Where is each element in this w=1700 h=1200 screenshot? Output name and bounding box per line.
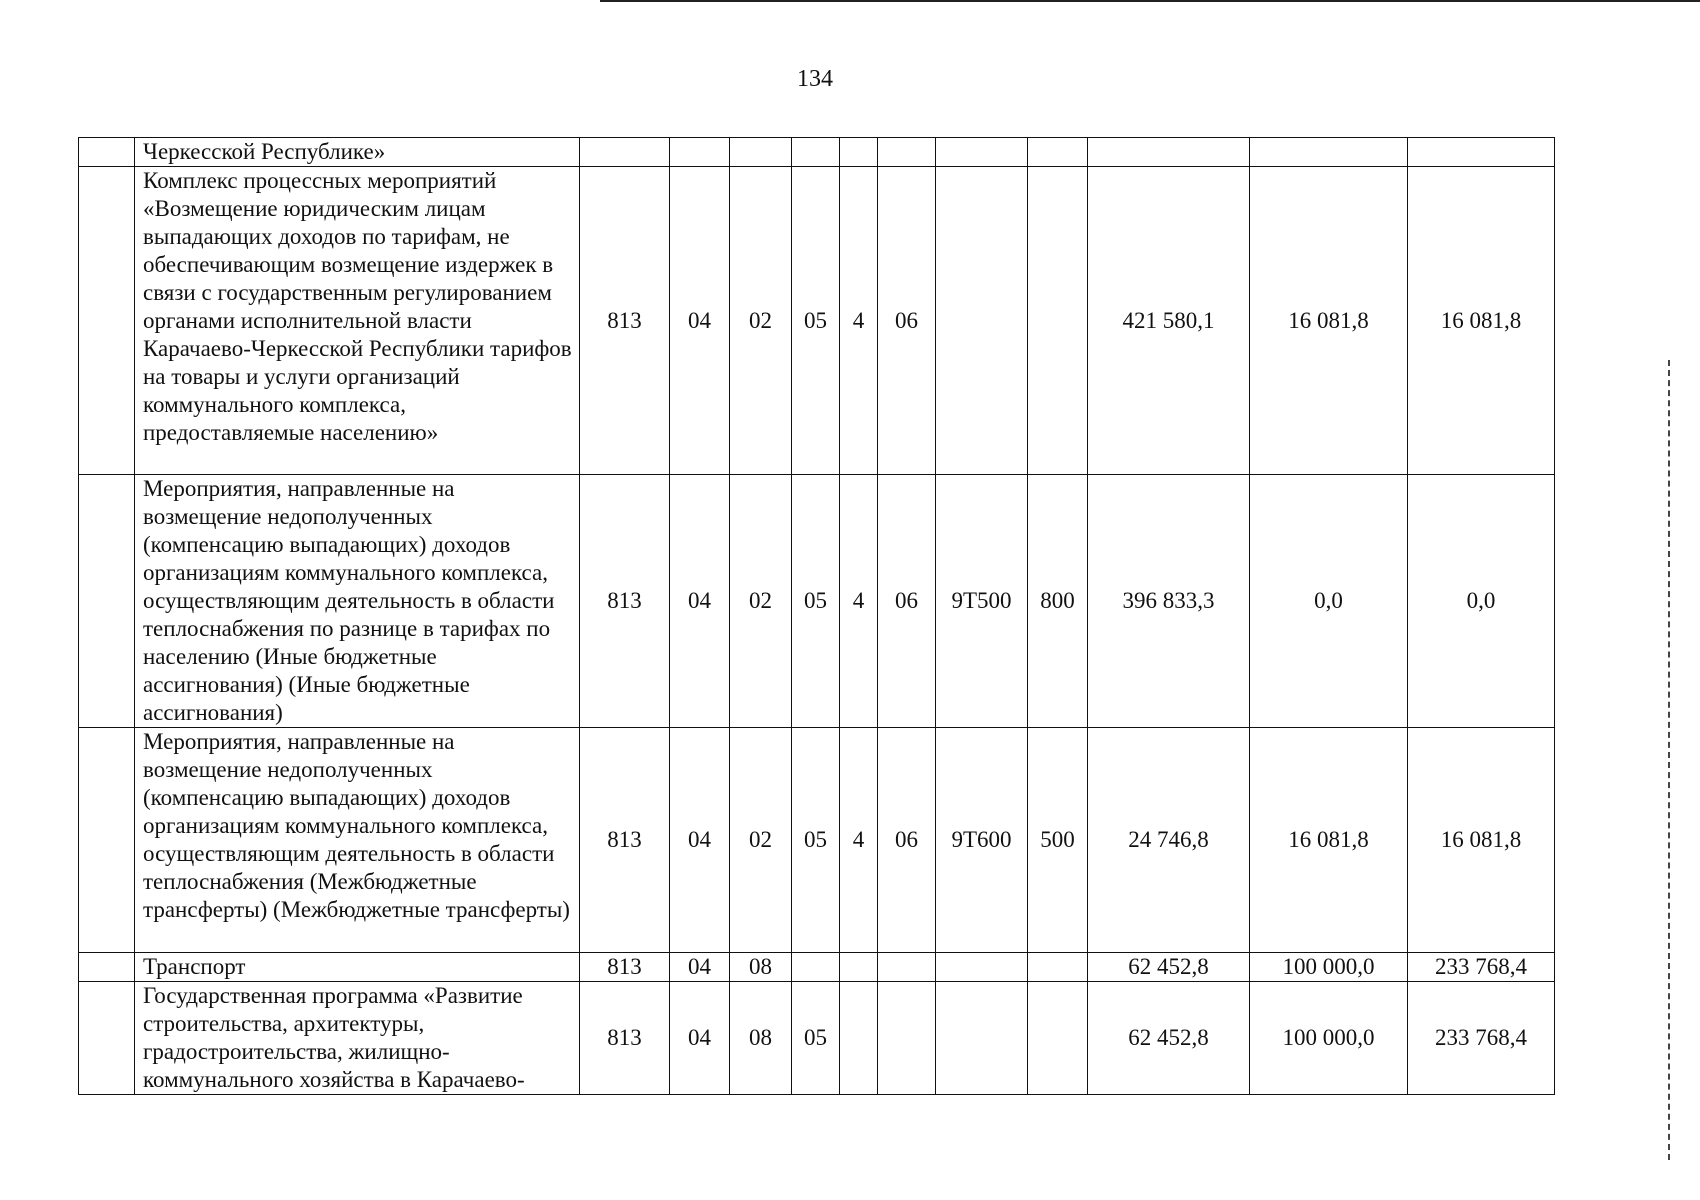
amount-year3-cell: 16 081,8 [1408, 167, 1555, 475]
program-code-cell: 05 [792, 167, 840, 475]
row-name-cell: Комплекс процессных мероприятий «Возмещение юридическим лицам выпадающих доходов по тарифам, не обеспечивающим возмещение издержек в связи с государственным регулированием органами исполнительной власти Карачаево-Черкесской Республики тарифов на товары и услуги организаций коммунального комплекса, предоставляемые населению» [135, 167, 580, 475]
section-code-cell: 04 [670, 982, 730, 1095]
scan-border-line [600, 0, 1700, 2]
ministry-code-cell: 813 [580, 475, 670, 728]
scan-margin-line [1668, 360, 1670, 1160]
table-row [79, 475, 1555, 728]
expense-type-cell: 800 [1028, 475, 1088, 728]
structure-code-cell: 06 [878, 167, 936, 475]
row-number-cell [79, 167, 135, 475]
program-type-cell [840, 953, 878, 982]
row-number-cell [79, 138, 135, 167]
amount-year2-cell [1250, 138, 1408, 167]
direction-code-cell: 9Т500 [936, 475, 1028, 728]
amount-year1-cell [1088, 138, 1250, 167]
direction-code-cell [936, 953, 1028, 982]
amount-year1-cell: 62 452,8 [1088, 982, 1250, 1095]
amount-year2-cell: 100 000,0 [1250, 982, 1408, 1095]
table-row [79, 982, 1555, 1095]
ministry-code-cell: 813 [580, 167, 670, 475]
program-type-cell [840, 138, 878, 167]
amount-year1-cell: 421 580,1 [1088, 167, 1250, 475]
expense-type-cell [1028, 167, 1088, 475]
budget-table [78, 137, 1555, 1095]
amount-year3-cell [1408, 138, 1555, 167]
subsection-code-cell: 08 [730, 953, 792, 982]
row-number-cell [79, 728, 135, 953]
ministry-code-cell: 813 [580, 953, 670, 982]
row-number-cell [79, 475, 135, 728]
amount-year3-cell: 233 768,4 [1408, 953, 1555, 982]
amount-year2-cell: 0,0 [1250, 475, 1408, 728]
program-type-cell [840, 982, 878, 1095]
direction-code-cell [936, 982, 1028, 1095]
amount-year3-cell: 233 768,4 [1408, 982, 1555, 1095]
amount-year2-cell: 100 000,0 [1250, 953, 1408, 982]
row-name-cell: Государственная программа «Развитие строительства, архитектуры, градостроительства, жилищно-коммунального хозяйства в Карачаево- [135, 982, 580, 1095]
amount-year3-cell: 16 081,8 [1408, 728, 1555, 953]
row-name-cell: Черкесской Республике» [135, 138, 580, 167]
ministry-code-cell: 813 [580, 728, 670, 953]
program-code-cell: 05 [792, 475, 840, 728]
amount-year2-cell: 16 081,8 [1250, 167, 1408, 475]
expense-type-cell [1028, 138, 1088, 167]
subsection-code-cell [730, 138, 792, 167]
section-code-cell: 04 [670, 475, 730, 728]
section-code-cell: 04 [670, 728, 730, 953]
row-name-cell: Мероприятия, направленные на возмещение недополученных (компенсацию выпадающих) доходов организациям коммунального комплекса, осуществляющим деятельность в области теплоснабжения по разнице в тарифах по населению (Иные бюджетные ассигнования) (Иные бюджетные ассигнования) [135, 475, 580, 728]
table-row [79, 138, 1555, 167]
program-type-cell: 4 [840, 475, 878, 728]
program-type-cell: 4 [840, 728, 878, 953]
ministry-code-cell [580, 138, 670, 167]
direction-code-cell: 9Т600 [936, 728, 1028, 953]
subsection-code-cell: 02 [730, 475, 792, 728]
subsection-code-cell: 02 [730, 167, 792, 475]
expense-type-cell: 500 [1028, 728, 1088, 953]
structure-code-cell [878, 953, 936, 982]
direction-code-cell [936, 167, 1028, 475]
amount-year1-cell: 396 833,3 [1088, 475, 1250, 728]
table-row [79, 167, 1555, 475]
row-number-cell [79, 982, 135, 1095]
structure-code-cell [878, 982, 936, 1095]
section-code-cell [670, 138, 730, 167]
program-code-cell [792, 138, 840, 167]
table-row [79, 953, 1555, 982]
program-code-cell: 05 [792, 728, 840, 953]
ministry-code-cell: 813 [580, 982, 670, 1095]
subsection-code-cell: 02 [730, 728, 792, 953]
page-number: 134 [797, 66, 833, 92]
row-name-cell: Мероприятия, направленные на возмещение недополученных (компенсацию выпадающих) доходов организациям коммунального комплекса, осуществляющим деятельность в области теплоснабжения (Межбюджетные трансферты) (Межбюджетные трансферты) [135, 728, 580, 953]
program-type-cell: 4 [840, 167, 878, 475]
amount-year1-cell: 24 746,8 [1088, 728, 1250, 953]
table-row [79, 728, 1555, 953]
structure-code-cell: 06 [878, 728, 936, 953]
expense-type-cell [1028, 953, 1088, 982]
direction-code-cell [936, 138, 1028, 167]
program-code-cell [792, 953, 840, 982]
row-name-cell: Транспорт [135, 953, 580, 982]
amount-year2-cell: 16 081,8 [1250, 728, 1408, 953]
amount-year1-cell: 62 452,8 [1088, 953, 1250, 982]
section-code-cell: 04 [670, 167, 730, 475]
row-number-cell [79, 953, 135, 982]
subsection-code-cell: 08 [730, 982, 792, 1095]
structure-code-cell [878, 138, 936, 167]
structure-code-cell: 06 [878, 475, 936, 728]
program-code-cell: 05 [792, 982, 840, 1095]
expense-type-cell [1028, 982, 1088, 1095]
section-code-cell: 04 [670, 953, 730, 982]
amount-year3-cell: 0,0 [1408, 475, 1555, 728]
